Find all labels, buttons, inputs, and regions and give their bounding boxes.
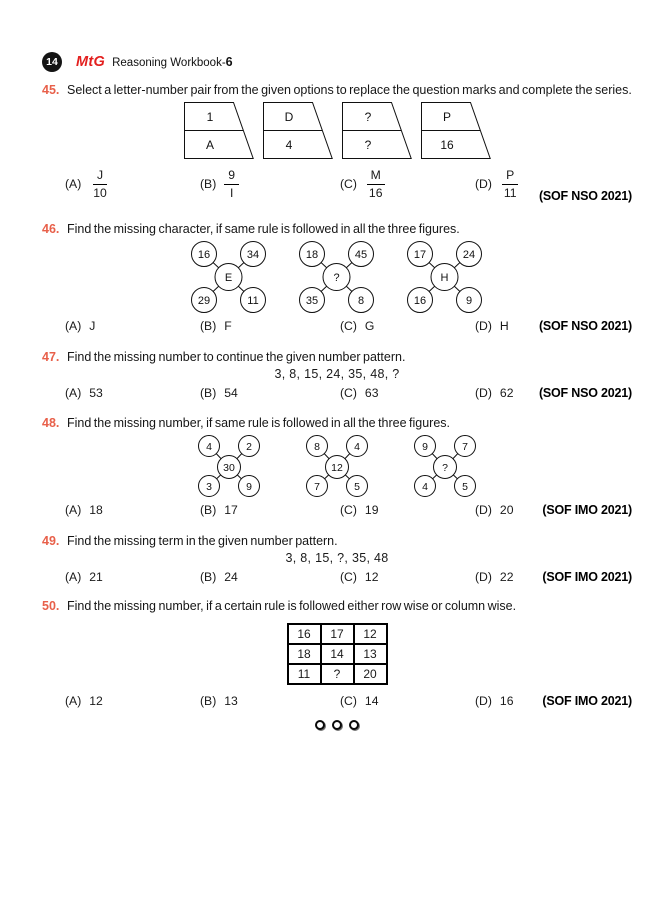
trapezoid-top-value: D [284, 110, 293, 124]
options-row [42, 386, 632, 400]
option-value: 53 [89, 386, 103, 401]
source-tag: (SOF NSO 2021) [538, 319, 632, 334]
center-value: H [440, 272, 449, 285]
question-text: Find the missing number, if a certain rule is followed either row wise or column wise. [67, 599, 517, 614]
top-right-value: 7 [462, 441, 468, 454]
table-row [288, 664, 387, 684]
circle-icon [349, 720, 359, 730]
source-tag: (SOF IMO 2021) [542, 570, 632, 585]
question-49 [42, 533, 632, 584]
trapezoid-series-figure [42, 102, 632, 159]
bottom-left-value: 7 [314, 481, 320, 494]
option-value: 16 [499, 694, 514, 709]
options-row [42, 319, 632, 333]
table-cell: 13 [354, 644, 387, 664]
fraction-denominator: I [229, 185, 234, 200]
option-b: (B) $\frac{9}{I}$ [200, 168, 340, 200]
table-row [288, 624, 387, 644]
trapezoid-bottom-value: A [205, 138, 214, 152]
option-value: 54 [224, 386, 238, 401]
number-pattern: 3, 8, 15, ?, 35, 48 [285, 551, 389, 566]
source-tag: (SOF IMO 2021) [542, 694, 632, 709]
bottom-right-value: 5 [354, 481, 360, 494]
top-right-value: 24 [462, 249, 476, 262]
center-value: 30 [223, 462, 235, 475]
fraction-numerator: P [502, 168, 518, 185]
question-47-line [42, 349, 632, 366]
question-46-line [42, 221, 632, 238]
center-value: ? [333, 272, 340, 285]
option-value: J [89, 319, 96, 334]
option-b: (B) F [200, 319, 232, 334]
option-value: 19 [364, 503, 379, 518]
top-right-value: 45 [354, 249, 368, 262]
fraction-option [365, 168, 387, 200]
option-value: F [224, 319, 232, 334]
section-end-ornament [42, 720, 632, 730]
option-value: 12 [89, 694, 103, 709]
option-value: H [499, 319, 509, 334]
top-left-value: 17 [413, 249, 427, 262]
option-d: (D) H [475, 319, 509, 334]
question-46 [42, 221, 632, 333]
cross-figures-row [42, 434, 632, 498]
option-a: (A) J [65, 319, 96, 334]
table-cell: 12 [354, 624, 387, 644]
top-left-value: 18 [305, 249, 319, 262]
circle-icon [315, 720, 325, 730]
source-tag: (SOF NSO 2021) [538, 386, 632, 401]
cross-figure-1 [197, 434, 261, 498]
source-tag: (SOF IMO 2021) [542, 503, 632, 518]
top-right-value: 34 [246, 249, 260, 262]
question-number: 48. [42, 416, 60, 431]
circle-icon [332, 720, 342, 730]
option-value: 62 [499, 386, 514, 401]
option-value: 17 [224, 503, 238, 518]
question-50 [42, 598, 632, 708]
question-45-line [42, 82, 632, 99]
option-a: (A) 21 [65, 570, 103, 585]
trapezoid-figure-1 [184, 102, 254, 159]
fraction-numerator: J [93, 168, 107, 185]
question-text: Find the missing number to continue the given number pattern. [67, 350, 406, 365]
question-number: 46. [42, 222, 60, 237]
option-c: (C) 19 [340, 503, 379, 518]
option-value: 21 [89, 570, 103, 585]
option-b: (B) 24 [200, 570, 238, 585]
table-cell: 20 [354, 664, 387, 684]
bottom-left-value: 4 [422, 481, 428, 494]
bottom-right-value: 9 [465, 295, 473, 308]
trapezoid-figure-3 [342, 102, 412, 159]
top-left-value: 9 [422, 441, 428, 454]
option-value: 18 [89, 503, 103, 518]
top-right-value: 2 [246, 441, 252, 454]
question-text: Select a letter-number pair from the given options to replace the question marks and complete the series. [67, 83, 632, 97]
fraction-option [224, 168, 239, 200]
option-value: 20 [499, 503, 514, 518]
fraction-numerator: 9 [224, 168, 239, 185]
question-48 [42, 415, 632, 517]
trapezoid-bottom-value: 4 [285, 138, 292, 152]
top-left-value: 4 [206, 441, 212, 454]
option-c: (C) 14 [340, 694, 379, 709]
trapezoid-figure-2 [263, 102, 333, 159]
option-c: (C) $\frac{M}{16}$ [340, 168, 475, 200]
table-cell: 18 [288, 644, 321, 664]
option-d: (D) $\frac{P}{11}$ [475, 168, 521, 200]
question-number: 47. [42, 350, 60, 365]
center-value: E [224, 272, 233, 285]
center-value: ? [442, 462, 448, 475]
question-49-line [42, 533, 632, 550]
trapezoid-top-value: ? [364, 110, 371, 124]
cross-figures-row [42, 240, 632, 314]
option-a: (A) 53 [65, 386, 103, 401]
bottom-right-value: 8 [357, 295, 365, 308]
top-left-value: 16 [197, 249, 211, 262]
fraction-denominator: 11 [503, 185, 517, 200]
question-47 [42, 349, 632, 400]
top-left-value: 8 [314, 441, 320, 454]
table-cell: 14 [321, 644, 354, 664]
fraction-denominator: 16 [368, 185, 383, 200]
question-text: Find the missing character, if same rule is followed in all the three figures. [67, 222, 460, 237]
cross-figure-3 [413, 434, 477, 498]
bottom-left-value: 35 [305, 295, 319, 308]
question-number: 50. [42, 599, 60, 614]
question-number: 45. [42, 83, 60, 97]
question-50-line [42, 598, 632, 615]
question-text: Find the missing number, if same rule is followed in all the three figures. [67, 416, 451, 431]
source-tag: (SOF NSO 2021) [538, 189, 632, 204]
table-cell: ? [321, 664, 354, 684]
option-value: 22 [499, 570, 514, 585]
option-d: (D) 22 [475, 570, 514, 585]
fraction-numerator: M [367, 168, 385, 185]
option-value: 63 [364, 386, 379, 401]
bottom-right-value: 5 [462, 481, 468, 494]
workbook-title [112, 55, 233, 69]
option-d: (D) 16 [475, 694, 514, 709]
table-cell: 17 [321, 624, 354, 644]
trapezoid-top-value: P [442, 110, 451, 124]
fraction-option [89, 168, 111, 200]
option-b: (B) 13 [200, 694, 238, 709]
question-text: Find the missing term in the given number pattern. [67, 534, 338, 549]
option-c: (C) 12 [340, 570, 379, 585]
option-value: 14 [364, 694, 379, 709]
options-row [42, 694, 632, 708]
table-row [288, 644, 387, 664]
options-row [42, 168, 632, 204]
workbook-title-text: Reasoning Workbook- [112, 57, 226, 69]
mtg-logo: MtG [76, 54, 106, 70]
fraction-option [500, 168, 521, 200]
question-45 [42, 82, 632, 204]
bottom-left-value: 3 [206, 481, 212, 494]
number-grid-table [287, 623, 388, 685]
option-c: (C) 63 [340, 386, 379, 401]
trapezoid-top-value: 1 [206, 110, 213, 124]
table-cell: 16 [288, 624, 321, 644]
bottom-left-value: 16 [413, 295, 427, 308]
cross-figure-1 [189, 240, 269, 314]
option-a: (A) 18 [65, 503, 103, 518]
option-d: (D) 62 [475, 386, 514, 401]
bottom-left-value: 29 [197, 295, 211, 308]
number-pattern: 3, 8, 15, 24, 35, 48, ? [274, 367, 400, 382]
trapezoid-figure-4 [421, 102, 491, 159]
option-c: (C) G [340, 319, 375, 334]
option-value: 13 [224, 694, 238, 709]
question-number: 49. [42, 534, 60, 549]
page-number-badge: 14 [42, 52, 62, 72]
options-row [42, 570, 632, 584]
option-b: (B) 54 [200, 386, 238, 401]
workbook-title-number: 6 [225, 55, 233, 69]
cross-figure-2 [305, 434, 369, 498]
option-value: 24 [224, 570, 238, 585]
top-right-value: 4 [354, 441, 360, 454]
cross-figure-3 [405, 240, 485, 314]
bottom-right-value: 9 [246, 481, 252, 494]
center-value: 12 [331, 462, 343, 475]
page-header [42, 52, 632, 72]
option-a: (A) 12 [65, 694, 103, 709]
table-cell: 11 [288, 664, 321, 684]
option-value: G [364, 319, 375, 334]
option-value: 12 [364, 570, 379, 585]
bottom-right-value: 11 [247, 295, 259, 308]
fraction-denominator: 10 [93, 185, 107, 200]
trapezoid-bottom-value: 16 [439, 138, 454, 152]
option-b: (B) 17 [200, 503, 238, 518]
option-a: (A) $\frac{J}{10}$ [65, 168, 200, 200]
option-d: (D) 20 [475, 503, 514, 518]
question-48-line [42, 415, 632, 432]
options-row [42, 503, 632, 517]
cross-figure-2 [297, 240, 377, 314]
trapezoid-bottom-value: ? [364, 138, 371, 152]
